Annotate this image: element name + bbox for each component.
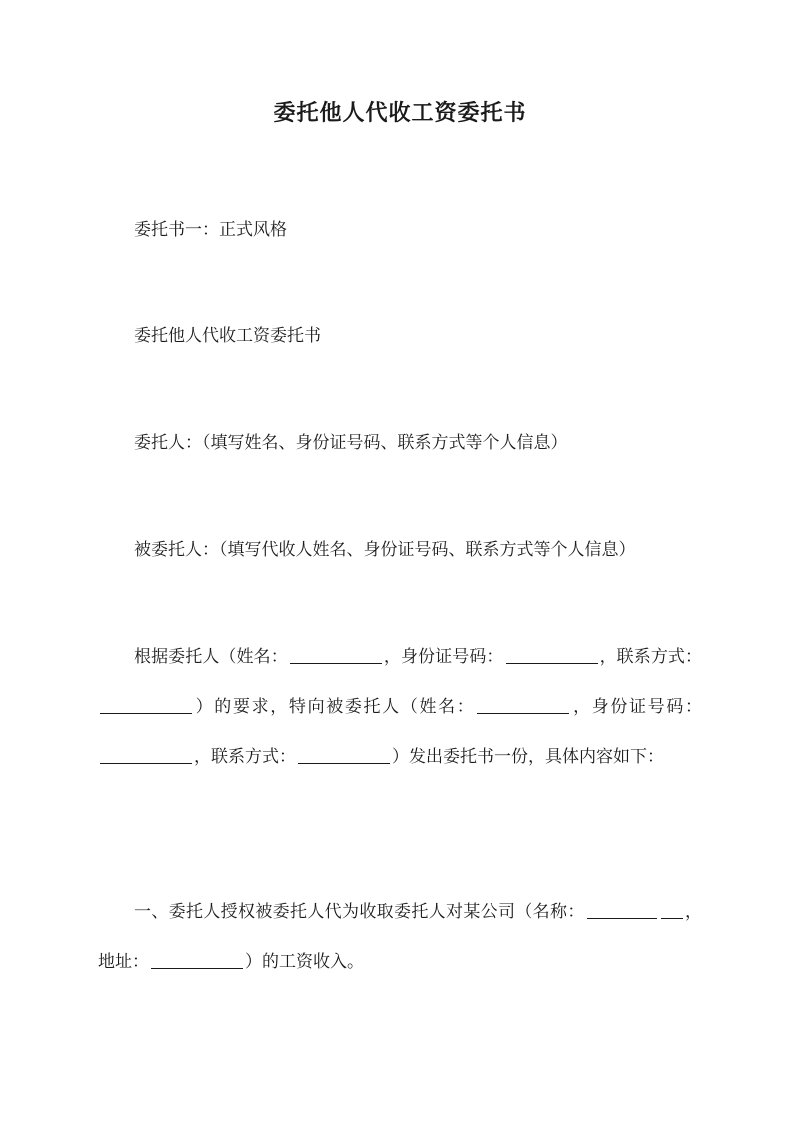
agent-name-blank[interactable] — [477, 695, 569, 714]
company-address-blank[interactable] — [151, 950, 243, 969]
text-segment: 根据委托人（姓名： — [134, 647, 288, 667]
text-segment: ，地址： — [98, 902, 703, 972]
clause-one-paragraph — [98, 887, 702, 987]
text-segment: ，联系方式： — [599, 647, 703, 667]
text-segment: 一、委托人授权被委托人代为收取委托人对某公司（名称： — [134, 902, 585, 922]
principal-id-blank[interactable] — [506, 645, 598, 664]
principal-info-line: 委托人：（填写姓名、身份证号码、联系方式等个人信息） — [134, 433, 568, 453]
text-segment: ，联系方式： — [194, 747, 296, 767]
text-segment: ）的工资收入。 — [245, 952, 364, 972]
company-name-blank-continued[interactable] — [661, 900, 683, 919]
authorization-paragraph — [98, 632, 702, 782]
text-segment: ）的要求，特向被委托人（姓名： — [194, 697, 476, 717]
document-title: 委托他人代收工资委托书 — [273, 100, 527, 126]
agent-id-blank[interactable] — [100, 745, 192, 764]
text-segment: ）发出委托书一份，具体内容如下： — [392, 747, 664, 767]
text-segment: ，身份证号码： — [571, 697, 703, 717]
principal-contact-blank[interactable] — [100, 695, 192, 714]
principal-name-blank[interactable] — [290, 645, 382, 664]
section-heading: 委托书一：正式风格 — [134, 220, 287, 240]
agent-contact-blank[interactable] — [298, 745, 390, 764]
company-name-blank[interactable] — [587, 900, 657, 919]
document-subtitle: 委托他人代收工资委托书 — [134, 326, 321, 346]
text-segment: ，身份证号码： — [383, 647, 504, 667]
agent-info-line: 被委托人：（填写代收人姓名、身份证号码、联系方式等个人信息） — [134, 540, 636, 560]
